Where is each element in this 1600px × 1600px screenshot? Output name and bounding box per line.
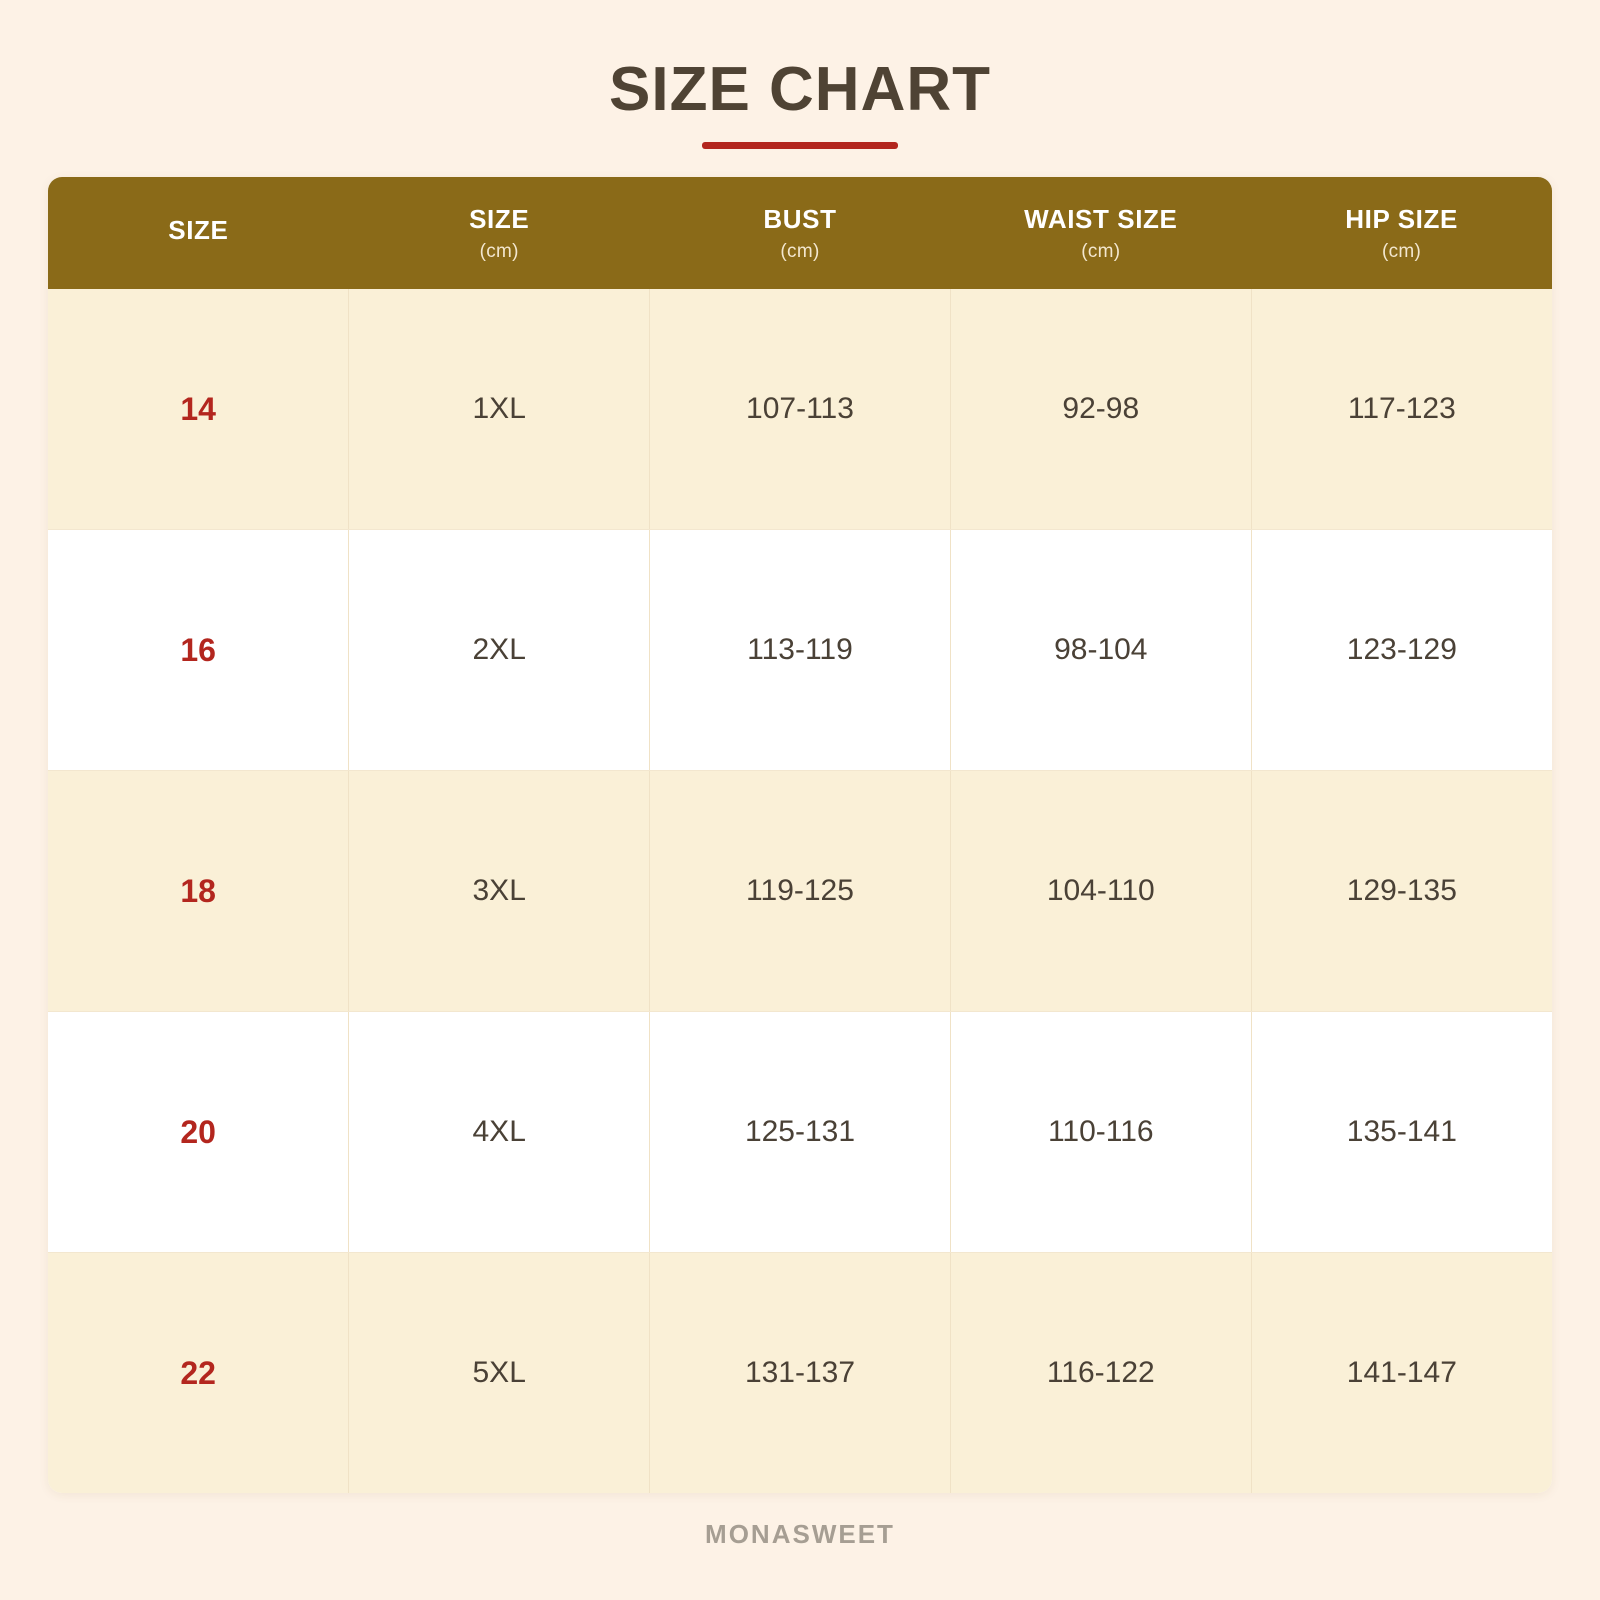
column-header-waist-label: WAIST SIZE bbox=[1024, 203, 1178, 234]
cell-waist: 92-98 bbox=[950, 289, 1251, 530]
column-header-hip-label: HIP SIZE bbox=[1345, 203, 1458, 234]
cell-size-cm: 1XL bbox=[349, 289, 650, 530]
table-row bbox=[48, 530, 1552, 771]
page-title: SIZE CHART bbox=[609, 55, 991, 124]
cell-bust: 131-137 bbox=[650, 1253, 951, 1494]
table-row bbox=[48, 1253, 1552, 1494]
cell-waist: 98-104 bbox=[950, 530, 1251, 771]
column-header-waist-unit: (cm) bbox=[1081, 240, 1121, 262]
cell-bust: 119-125 bbox=[650, 771, 951, 1012]
cell-waist: 110-116 bbox=[950, 1012, 1251, 1253]
column-header-hip bbox=[1251, 177, 1552, 289]
table-header bbox=[48, 177, 1552, 289]
column-header-size-cm bbox=[349, 177, 650, 289]
cell-size: 22 bbox=[48, 1253, 349, 1494]
column-header-size bbox=[48, 177, 349, 289]
cell-bust: 125-131 bbox=[650, 1012, 951, 1253]
column-header-bust-label: BUST bbox=[763, 203, 837, 234]
column-header-size-cm-label: SIZE bbox=[469, 203, 530, 234]
table-header-row bbox=[48, 177, 1552, 289]
cell-waist: 116-122 bbox=[950, 1253, 1251, 1494]
cell-bust: 113-119 bbox=[650, 530, 951, 771]
column-header-size-label: SIZE bbox=[168, 214, 229, 245]
table-body bbox=[48, 289, 1552, 1493]
table-row bbox=[48, 771, 1552, 1012]
table-row bbox=[48, 289, 1552, 530]
column-header-waist bbox=[950, 177, 1251, 289]
cell-size: 14 bbox=[48, 289, 349, 530]
cell-hip: 123-129 bbox=[1251, 530, 1552, 771]
cell-size-cm: 3XL bbox=[349, 771, 650, 1012]
title-underline bbox=[702, 142, 898, 149]
cell-size: 18 bbox=[48, 771, 349, 1012]
cell-hip: 135-141 bbox=[1251, 1012, 1552, 1253]
cell-bust: 107-113 bbox=[650, 289, 951, 530]
brand-footer: MONASWEET bbox=[705, 1519, 895, 1550]
size-chart-table bbox=[48, 177, 1552, 1493]
cell-size: 20 bbox=[48, 1012, 349, 1253]
cell-size-cm: 2XL bbox=[349, 530, 650, 771]
cell-hip: 129-135 bbox=[1251, 771, 1552, 1012]
column-header-bust bbox=[650, 177, 951, 289]
cell-hip: 141-147 bbox=[1251, 1253, 1552, 1494]
cell-size-cm: 5XL bbox=[349, 1253, 650, 1494]
cell-waist: 104-110 bbox=[950, 771, 1251, 1012]
cell-hip: 117-123 bbox=[1251, 289, 1552, 530]
column-header-size-cm-unit: (cm) bbox=[479, 240, 519, 262]
column-header-bust-unit: (cm) bbox=[780, 240, 820, 262]
column-header-hip-unit: (cm) bbox=[1382, 240, 1422, 262]
size-chart-table-container bbox=[48, 177, 1552, 1493]
cell-size: 16 bbox=[48, 530, 349, 771]
cell-size-cm: 4XL bbox=[349, 1012, 650, 1253]
table-row bbox=[48, 1012, 1552, 1253]
